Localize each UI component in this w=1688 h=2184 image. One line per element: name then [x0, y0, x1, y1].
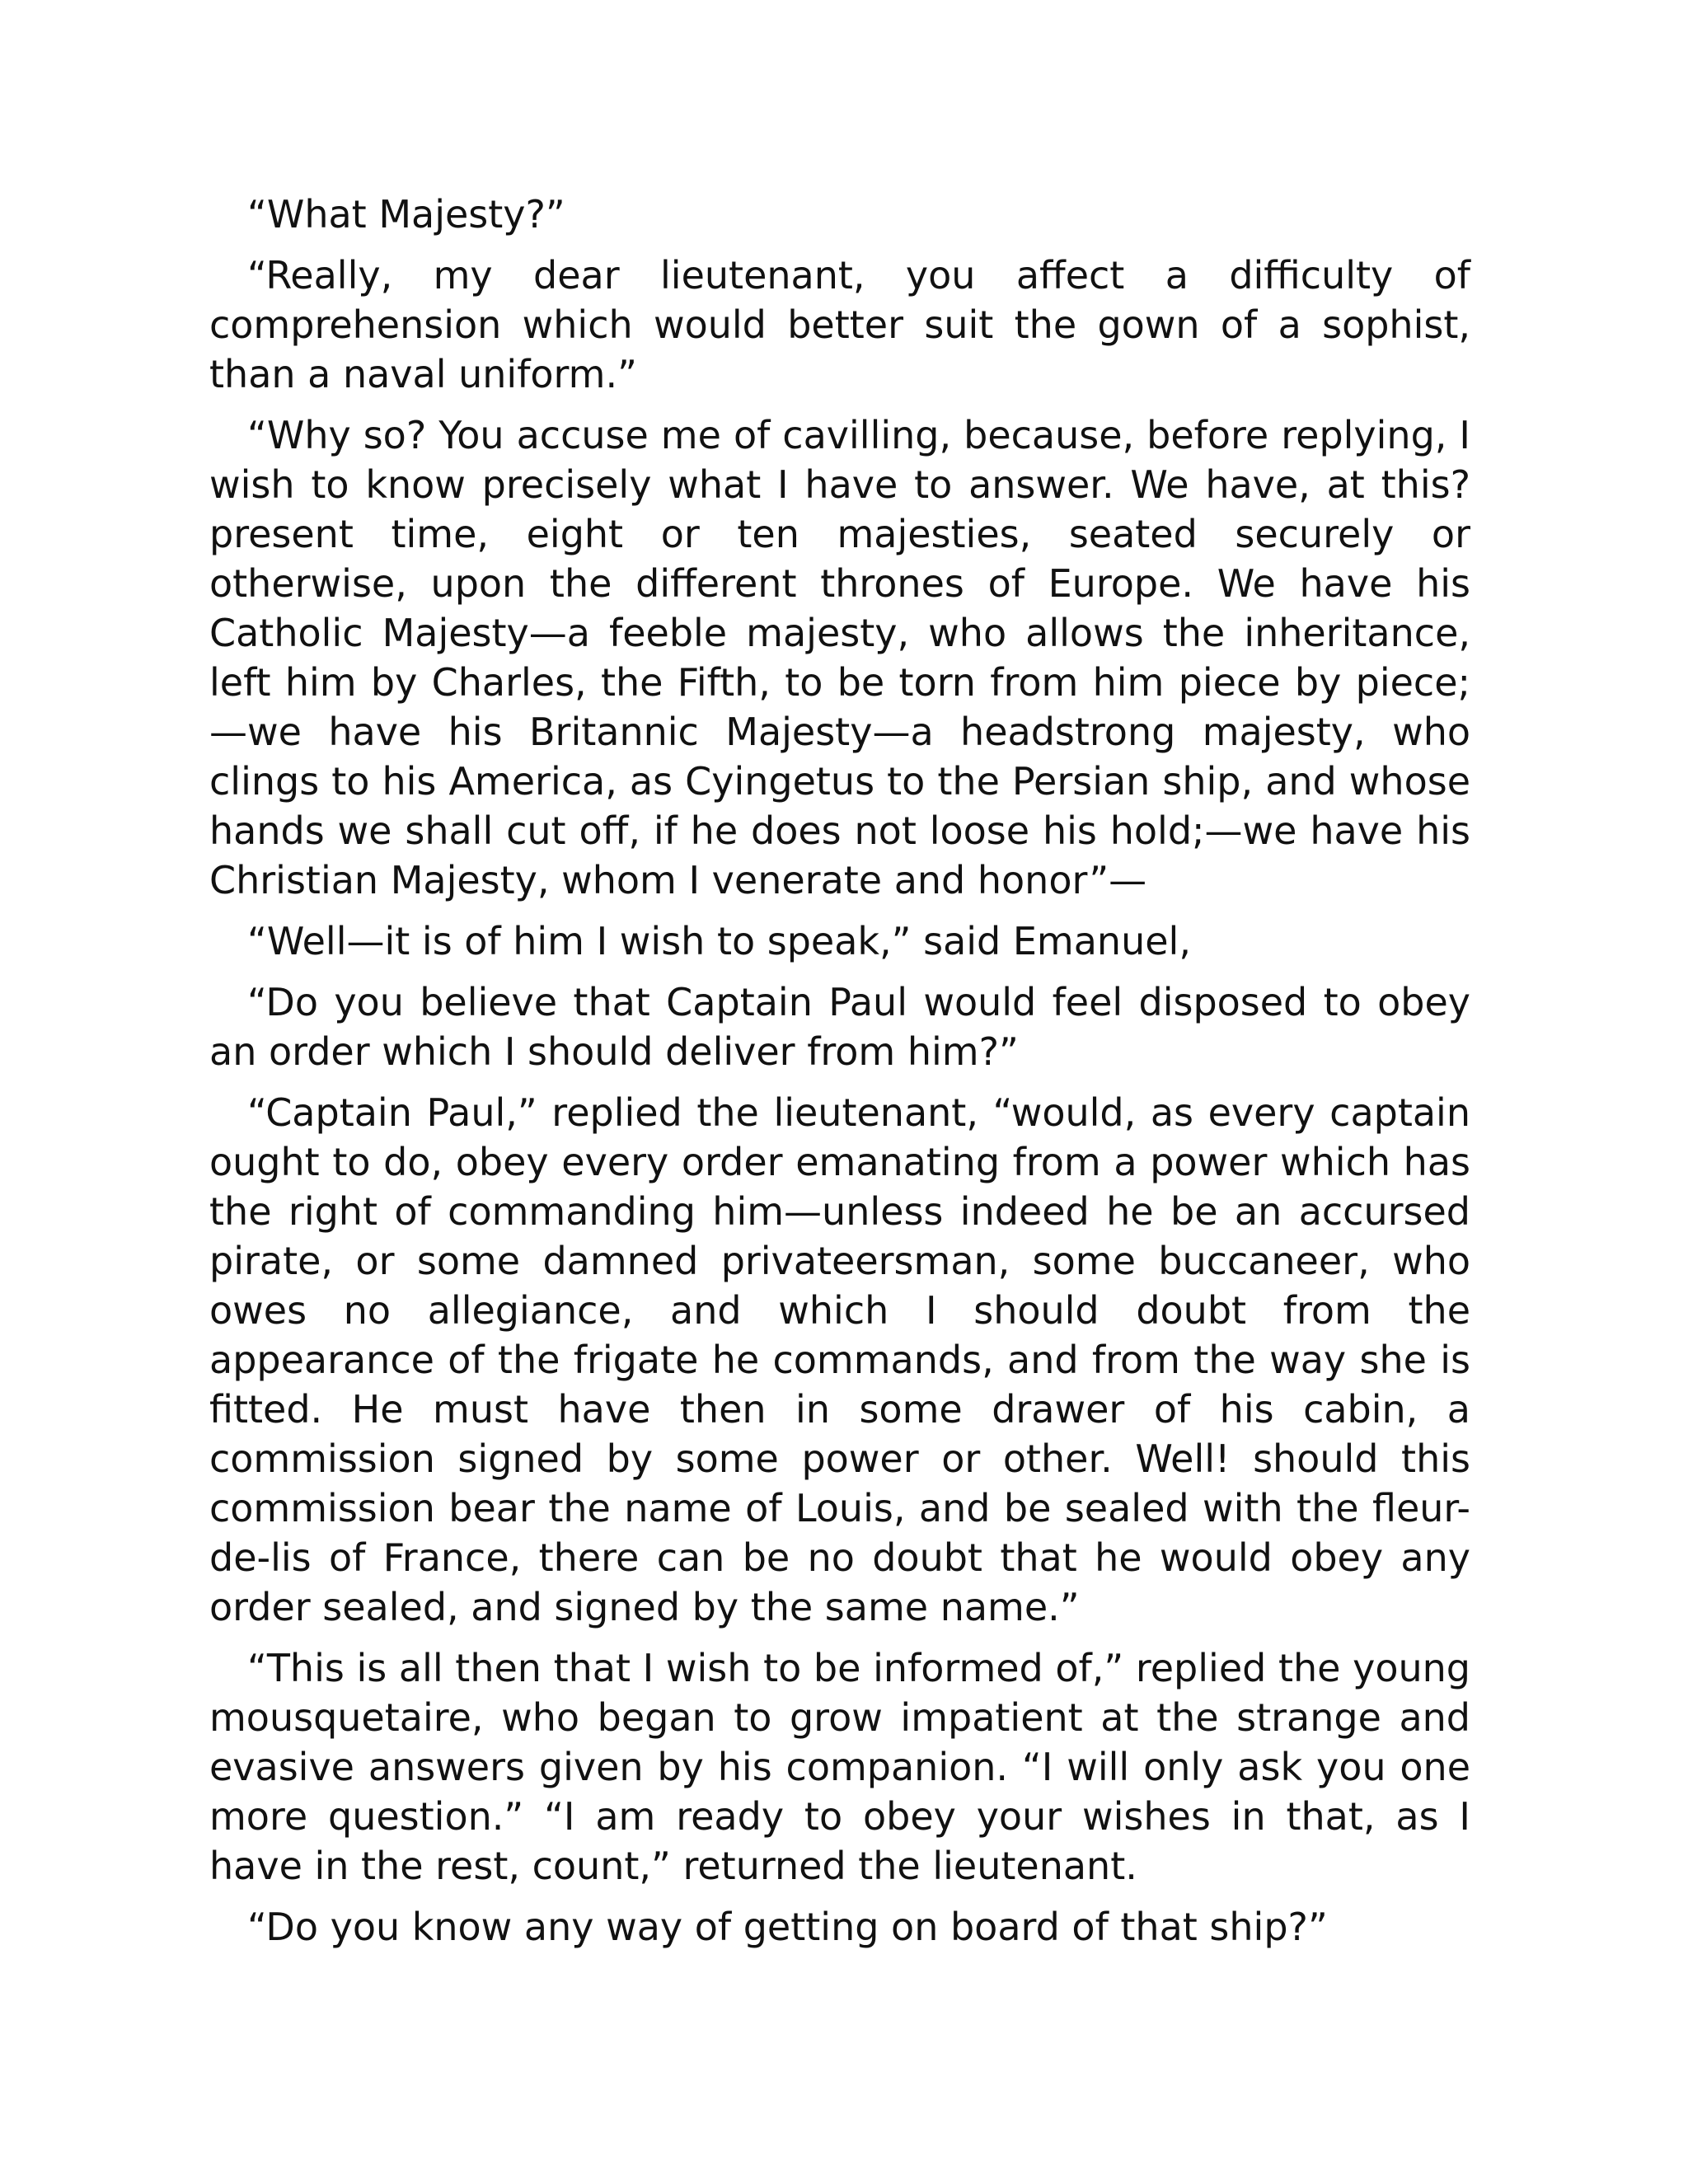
paragraph: “Really, my dear lieutenant, you affect a difficulty of comprehension which would better suit the gown of a sophist, than a naval uniform.”: [209, 253, 1470, 396]
document-page: [209, 190, 1470, 1963]
paragraph: “Captain Paul,” replied the lieutenant, “would, as every captain ought to do, obey every order emanating from a power which has the right of commanding him—unless indeed he be an accursed pirate, or some damned privateersman, some buccaneer, who owes no allegiance, and which I should doubt from the appearance of the frigate he commands, and from the way she is fitted. He must have then in some drawer of his cabin, a commission signed by some power or other. Well! should this commission bear the name of Louis, and be sealed with the fleur-de-lis of France, there can be no doubt that he would obey any order sealed, and signed by the same name.”: [209, 1090, 1470, 1629]
paragraph: “Do you know any way of getting on board of that ship?”: [247, 1905, 1328, 1949]
paragraph: “Do you believe that Captain Paul would feel disposed to obey an order which I should deliver from him?”: [209, 980, 1470, 1074]
paragraph: “Why so? You accuse me of cavilling, because, before replying, I wish to know precisely what I have to answer. We have, at this? present time, eight or ten majesties, seated securely or otherwise, upon the different thrones of Europe. We have his Catholic Majesty—a feeble majesty, who allows the inheritance, left him by Charles, the Fifth, to be torn from him piece by piece;—we have his Britannic Majesty—a headstrong majesty, who clings to his America, as Cyingetus to the Persian ship, and whose hands we shall cut off, if he does not loose his hold;—we have his Christian Majesty, whom I venerate and honor”—: [209, 413, 1470, 902]
paragraph: “This is all then that I wish to be informed of,” replied the young mousquetaire, who began to grow impatient at the strange and evasive answers given by his companion. “I will only ask you one more question.” “I am ready to obey your wishes in that, as I have in the rest, count,” returned the lieutenant.: [209, 1646, 1470, 1888]
paragraph: “What Majesty?”: [247, 192, 565, 237]
paragraph: “Well—it is of him I wish to speak,” said Emanuel,: [247, 919, 1191, 963]
